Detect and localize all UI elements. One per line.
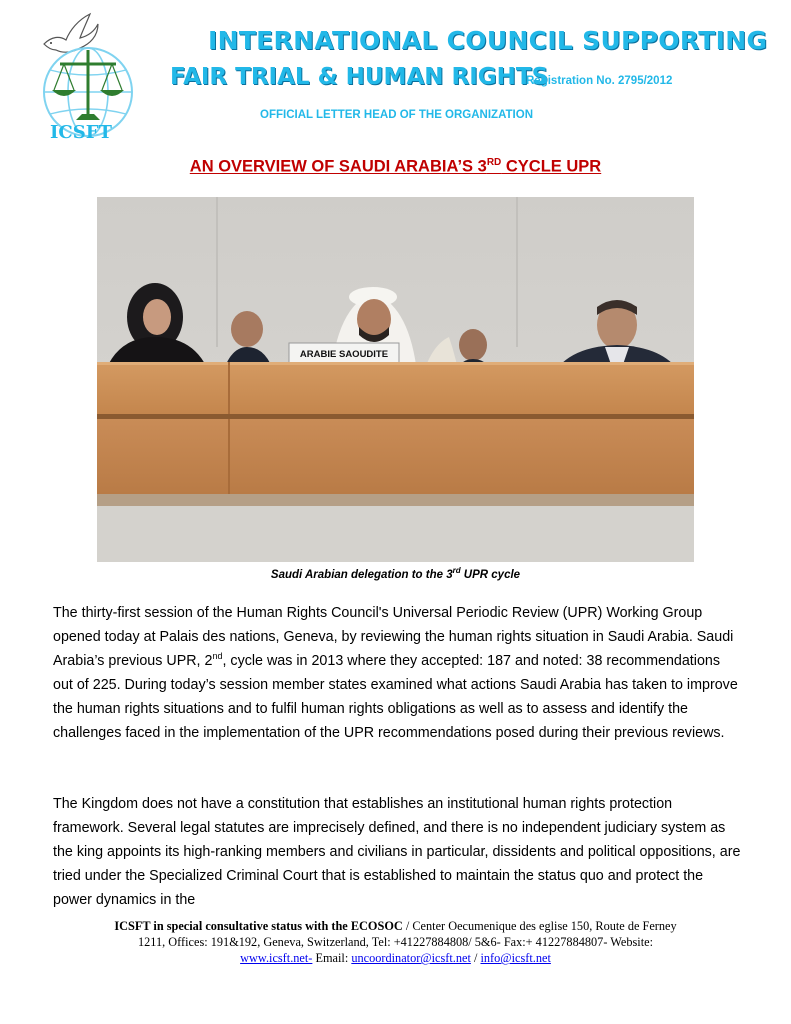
page-footer: [40, 918, 751, 966]
organization-logo: [38, 10, 142, 150]
paragraph-1-superscript: nd: [212, 651, 223, 662]
delegation-photo: [97, 197, 694, 562]
email-link-info[interactable]: info@icsft.net: [480, 951, 551, 965]
email-link-coordinator[interactable]: uncoordinator@icsft.net: [351, 951, 471, 965]
title-suffix: CYCLE UPR: [501, 157, 602, 176]
paragraph-1-part-b: , cycle was in 2013 where they accepted: 187 and noted: 38 recommendations out of 225. During today’s session member states examined what actions Saudi Arabia has taken to improve the human rights situations and to fulfil human rights obligations as well as to assess and identify the challenges faced in the implementation of the UPR recommendations posed during their previous reviews.: [53, 653, 738, 741]
email-separator: /: [470, 951, 481, 965]
title-prefix: AN OVERVIEW OF SAUDI ARABIA’S 3: [189, 157, 487, 176]
organization-name-line-1: INTERNATIONAL COUNCIL SUPPORTING: [208, 26, 768, 55]
website-link[interactable]: www.icsft.net-: [240, 951, 313, 965]
photo-caption: [0, 566, 791, 581]
footer-consultative-status: ICSFT in special consultative status with the ECOSOC: [114, 919, 403, 933]
footer-address: / Center Oecumenique des eglise 150, Route de Ferney: [402, 919, 677, 933]
official-letterhead-label: OFFICIAL LETTER HEAD OF THE ORGANIZATION: [260, 109, 534, 121]
body-paragraph-2: The Kingdom does not have a constitution that establishes an institutional human rights protection framework. Several legal statutes are imprecisely defined, and there is no independent judiciary system as the king appoints its high-ranking members and civilians in particular, dissidents and political oppositions, are tried under the Specialized Criminal Court that is established to maintain the status quo and protect the power dynamics in the: [53, 796, 741, 908]
registration-number: Registration No. 2795/2012: [526, 75, 673, 87]
body-paragraph-1: [53, 601, 743, 745]
email-label: Email:: [312, 951, 352, 965]
document-title: [0, 157, 791, 177]
logo-text: ICSFT: [50, 122, 112, 143]
caption-superscript: rd: [452, 566, 461, 575]
footer-line-1: [40, 918, 751, 934]
footer-line-2: 1211, Offices: 191&192, Geneva, Switzerland, Tel: +41227884808/ 5&6- Fax:+ 41227884807- Website:: [138, 935, 653, 949]
title-superscript: RD: [486, 157, 502, 168]
paragraph-1-part-a: The thirty-first session of the Human Rights Council's Universal Periodic Review (UPR) Working Group opened today at Palais des nations, Geneva, by reviewing the human rights situation in Saudi Arabia. Saudi Arabia’s previous UPR, 2: [53, 605, 734, 669]
caption-prefix: Saudi Arabian delegation to the 3: [270, 568, 453, 581]
nameplate-text: ARABIE SAOUDITE: [299, 349, 389, 360]
organization-name-line-2: FAIR TRIAL & HUMAN RIGHTS: [170, 64, 549, 90]
footer-line-3: [40, 950, 751, 966]
caption-suffix: UPR cycle: [460, 568, 521, 581]
